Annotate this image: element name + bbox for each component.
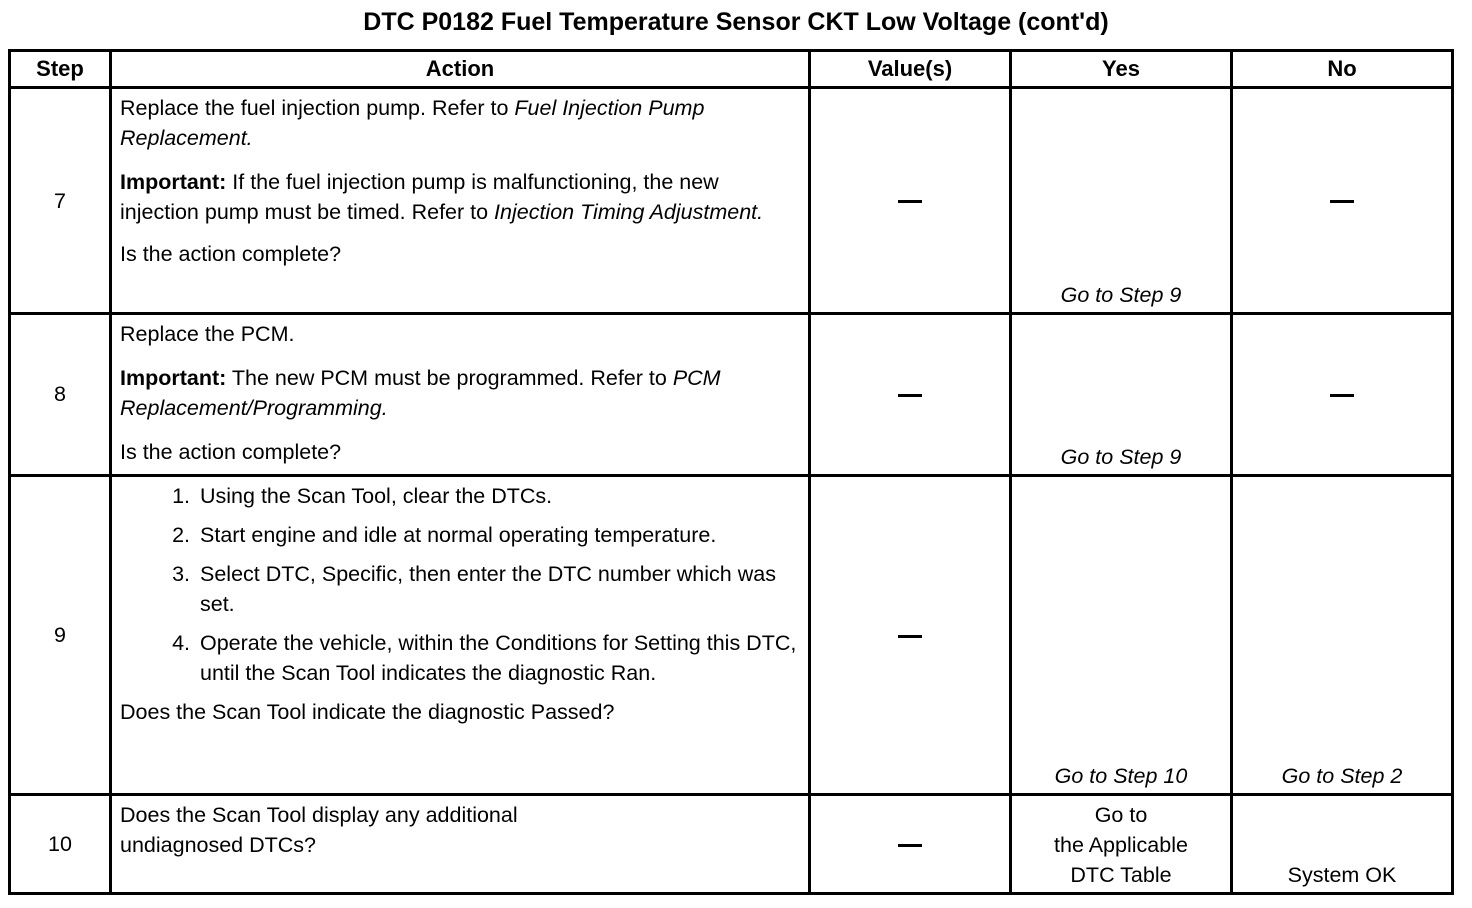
action-question: Is the action complete? <box>120 439 342 464</box>
action-question: Does the Scan Tool display any additional undiagnosed DTCs? <box>120 802 518 857</box>
table-row <box>10 88 1453 313</box>
list-number: 2. <box>172 522 190 547</box>
list-item <box>120 559 798 619</box>
yes-cell <box>1011 794 1232 893</box>
yes-result-line: DTC Table <box>1070 863 1172 887</box>
yes-result: Go to Step 9 <box>1060 444 1182 469</box>
step-number: 10 <box>10 794 111 893</box>
step-number: 8 <box>10 313 111 475</box>
important-text: If the fuel injection pump is malfunctioning, the new injection pump must be timed. Refer to <box>120 170 719 225</box>
action-text: Replace the fuel injection pump. Refer to <box>120 96 515 121</box>
action-paragraph <box>120 93 798 153</box>
action-question: Does the Scan Tool indicate the diagnostic Passed? <box>120 699 615 724</box>
header-no: No <box>1232 51 1453 88</box>
dash-mark <box>898 844 922 847</box>
yes-result-line: Go to <box>1094 803 1148 827</box>
list-item <box>120 628 798 688</box>
table-row <box>10 794 1453 893</box>
important-note <box>120 167 798 227</box>
dash-mark <box>898 200 922 203</box>
header-values: Value(s) <box>810 51 1011 88</box>
list-text: Start engine and idle at normal operating temperature. <box>200 522 717 547</box>
page-title: DTC P0182 Fuel Temperature Sensor CKT Low Voltage (cont'd) <box>363 8 1109 36</box>
procedure-reference: PCM Replacement/Programming. <box>120 365 721 420</box>
important-text: The new PCM must be programmed. Refer to <box>226 365 673 390</box>
important-label: Important: <box>120 170 227 195</box>
dash-mark <box>1330 394 1354 397</box>
yes-result <box>1012 800 1230 890</box>
values-cell <box>810 794 1011 893</box>
procedure-list <box>120 481 798 688</box>
table-row <box>10 313 1453 475</box>
values-cell <box>810 88 1011 313</box>
yes-result: Go to Step 9 <box>1060 282 1182 307</box>
table-row <box>10 475 1453 794</box>
dash-mark <box>898 635 922 638</box>
list-number: 3. <box>172 561 190 586</box>
header-step: Step <box>10 51 111 88</box>
dash-mark <box>898 394 922 397</box>
important-label: Important: <box>120 365 227 390</box>
header-action: Action <box>111 51 810 88</box>
important-note <box>120 363 798 423</box>
dash-mark <box>1330 200 1354 203</box>
action-cell <box>111 794 810 893</box>
list-item <box>120 481 798 511</box>
step-number: 9 <box>10 475 111 794</box>
procedure-reference: Injection Timing Adjustment. <box>494 200 764 225</box>
no-result: System OK <box>1287 863 1397 887</box>
table-header-row <box>10 51 1453 88</box>
action-paragraph: Replace the PCM. <box>120 321 295 346</box>
procedure-reference: Fuel Injection Pump Replacement. <box>120 96 705 151</box>
list-text: Using the Scan Tool, clear the DTCs. <box>200 483 553 508</box>
no-cell <box>1232 88 1453 313</box>
no-result: Go to Step 2 <box>1281 763 1403 788</box>
action-cell <box>111 88 810 313</box>
list-text: Operate the vehicle, within the Conditions for Setting this DTC, until the Scan Tool indicates the diagnostic Ran. <box>200 630 797 685</box>
no-cell <box>1232 794 1453 893</box>
yes-result: Go to Step 10 <box>1054 763 1188 788</box>
action-cell <box>111 313 810 475</box>
action-cell <box>111 475 810 794</box>
action-question: Is the action complete? <box>120 242 342 267</box>
list-text: Select DTC, Specific, then enter the DTC number which was set. <box>200 561 776 616</box>
yes-result-line: the Applicable <box>1054 833 1188 857</box>
no-cell <box>1232 475 1453 794</box>
diagnostic-table <box>8 49 1454 895</box>
values-cell <box>810 475 1011 794</box>
no-cell <box>1232 313 1453 475</box>
values-cell <box>810 313 1011 475</box>
list-item <box>120 520 798 550</box>
yes-cell <box>1011 475 1232 794</box>
step-number: 7 <box>10 88 111 313</box>
yes-cell <box>1011 313 1232 475</box>
list-number: 1. <box>172 483 190 508</box>
yes-cell <box>1011 88 1232 313</box>
list-number: 4. <box>172 630 190 655</box>
header-yes: Yes <box>1011 51 1232 88</box>
